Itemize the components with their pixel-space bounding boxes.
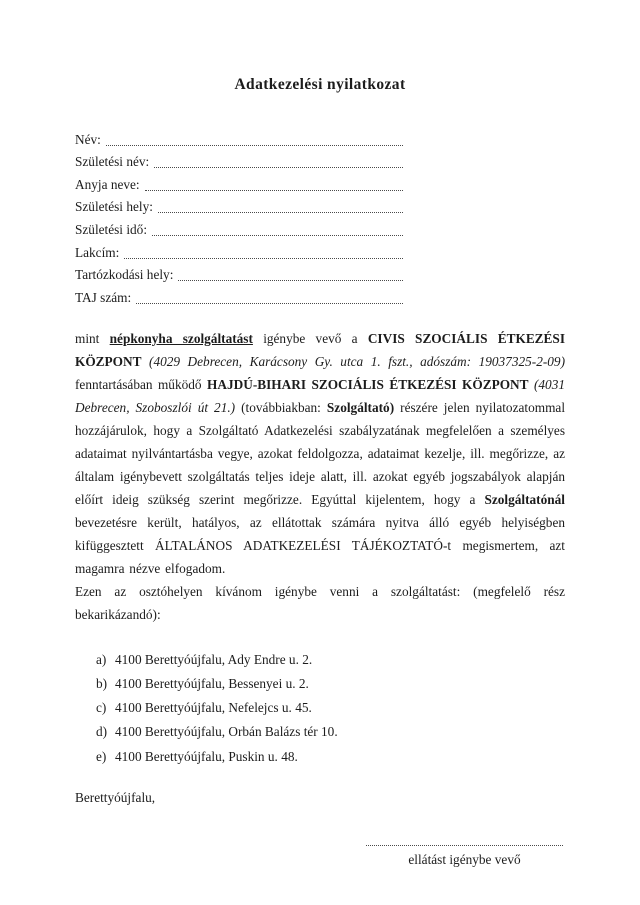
list-item-text: 4100 Berettyóújfalu, Ady Endre u. 2. [115, 651, 313, 667]
document-title: Adatkezelési nyilatkozat [234, 76, 406, 93]
field-label-anyja-neve: Anyja neve: [75, 176, 140, 192]
declaration-body [75, 327, 565, 626]
signature-block [366, 835, 563, 869]
field-label-tartozkodasi-hely: Tartózkodási hely: [75, 267, 174, 283]
field-row-lakcim [75, 238, 403, 261]
field-dotted-line [154, 166, 403, 168]
list-item-marker: a) [96, 651, 107, 667]
field-label-szuletesi-ido: Születési idő: [75, 221, 148, 237]
field-label-nev: Név: [75, 131, 101, 147]
list-item [96, 696, 565, 720]
signature-caption: ellátást igénybe vevő [408, 851, 521, 867]
signature-dotted-line [366, 835, 563, 846]
list-item [96, 648, 565, 672]
field-dotted-line [106, 144, 403, 146]
field-row-taj-szam [75, 283, 403, 306]
field-dotted-line [136, 302, 403, 304]
field-dotted-line [158, 211, 403, 213]
form-fields [75, 125, 403, 306]
list-item-text: 4100 Berettyóújfalu, Nefelejcs u. 45. [115, 700, 312, 716]
field-row-szuletesi-hely [75, 193, 403, 216]
list-item-text: 4100 Berettyóújfalu, Orbán Balázs tér 10. [115, 724, 338, 740]
declaration-paragraph: mint népkonyha szolgáltatást igénybe vevő a CIVIS SZOCIÁLIS ÉTKEZÉSI KÖZPONT (4029 Debrecen, Karácsony Gy. utca 1. fszt., adószám: 19037325-2-09) fenntartásában működő HAJDÚ-BIHARI SZOCIÁLIS ÉTKEZÉSI KÖZPONT (4031 Debrecen, Szoboszlói út 21.) (továbbiakban: Szolgáltató) részére jelen nyilatozatommal hozzájárulok, hogy a Szolgáltató Adatkezelési szabályzatának megfelelően a személyes adataimat nyilvántartásba vegye, azokat feldolgozza, adataimat kezelje, ill. megőrizze, az általam igénybevett szolgáltatás teljes ideje alatt, ill. azokat egyéb jogszabályok alapján előírt ideig szükség szerint megőrizze. Egyúttal kijelentem, hogy a Szolgáltatónál bevezetésre került, hatályos, az ellátottak számára nyitva álló egyéb helyiségben kifüggesztett ÁLTALÁNOS ADATKEZELÉSI TÁJÉKOZTATÓ-t megismertem, azt magamra nézve elfogadom. [75, 330, 566, 576]
field-label-taj-szam: TAJ szám: [75, 289, 132, 305]
field-dotted-line [145, 189, 403, 191]
list-item-marker: b) [96, 675, 108, 691]
field-dotted-line [152, 234, 403, 236]
field-row-tartozkodasi-hely [75, 261, 403, 284]
list-item [96, 672, 565, 696]
field-label-szuletesi-nev: Születési név: [75, 154, 150, 170]
field-label-lakcim: Lakcím: [75, 244, 120, 260]
list-item-marker: c) [96, 700, 107, 716]
location-options-list [96, 648, 565, 769]
field-label-szuletesi-hely: Születési hely: [75, 199, 153, 215]
field-row-nev [75, 125, 403, 148]
list-item [96, 745, 565, 769]
field-dotted-line [124, 257, 403, 259]
list-item-marker: d) [96, 724, 108, 740]
list-item-text: 4100 Berettyóújfalu, Puskin u. 48. [115, 748, 298, 764]
field-row-anyja-neve [75, 170, 403, 193]
list-item [96, 720, 565, 744]
field-row-szuletesi-ido [75, 215, 403, 238]
list-item-marker: e) [96, 748, 107, 764]
choice-instruction-line: Ezen az osztóhelyen kívánom igénybe venni a szolgáltatást: (megfelelő rész bekarikázandó): [75, 583, 565, 622]
list-item-text: 4100 Berettyóújfalu, Bessenyei u. 2. [115, 675, 309, 691]
footer-place-line: Berettyóújfalu, [75, 789, 156, 805]
field-row-szuletesi-nev [75, 148, 403, 171]
field-dotted-line [178, 279, 403, 281]
